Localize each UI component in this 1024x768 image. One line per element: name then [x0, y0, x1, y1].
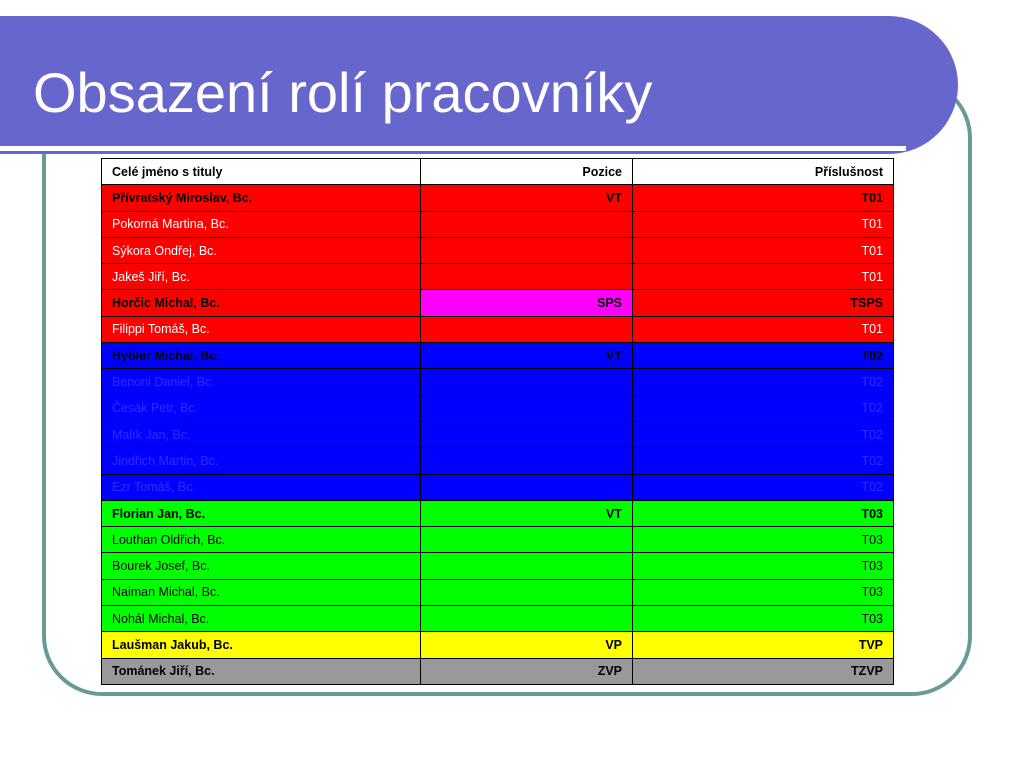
table-row [102, 316, 894, 342]
cell-position [421, 579, 633, 605]
table-row [102, 474, 894, 500]
cell-position: VT [421, 343, 633, 369]
table-row [102, 290, 894, 316]
roles-table [101, 158, 894, 685]
header-position: Pozice [421, 159, 633, 185]
cell-name: Florian Jan, Bc. [102, 500, 421, 526]
cell-position [421, 395, 633, 421]
title-underline [0, 146, 906, 151]
cell-team: T01 [633, 211, 894, 237]
cell-team: TSPS [633, 290, 894, 316]
table-row [102, 264, 894, 290]
cell-position [421, 316, 633, 342]
table-row [102, 185, 894, 211]
cell-team: T01 [633, 264, 894, 290]
cell-team: T02 [633, 474, 894, 500]
cell-position: SPS [421, 290, 633, 316]
cell-name: Benoni Daniel, Bc. [102, 369, 421, 395]
cell-team: T02 [633, 448, 894, 474]
cell-position [421, 553, 633, 579]
cell-name: Tománek Jiří, Bc. [102, 658, 421, 684]
cell-position: VT [421, 500, 633, 526]
cell-name: Louthan Oldřich, Bc. [102, 527, 421, 553]
table-row [102, 632, 894, 658]
table-row [102, 658, 894, 684]
cell-position [421, 264, 633, 290]
cell-team: T03 [633, 606, 894, 632]
table-row [102, 579, 894, 605]
table-row [102, 606, 894, 632]
cell-team: T03 [633, 553, 894, 579]
table-row [102, 343, 894, 369]
cell-position: ZVP [421, 658, 633, 684]
cell-name: Laušman Jakub, Bc. [102, 632, 421, 658]
table-row [102, 553, 894, 579]
cell-name: Naiman Michal, Bc. [102, 579, 421, 605]
cell-name: Malík Jan, Bc. [102, 421, 421, 447]
cell-team: T02 [633, 369, 894, 395]
table-row [102, 527, 894, 553]
cell-position: VT [421, 185, 633, 211]
title-bar [0, 16, 958, 154]
cell-position [421, 606, 633, 632]
cell-team: T01 [633, 185, 894, 211]
slide-title: Obsazení rolí pracovníky [33, 61, 653, 124]
cell-name: Jindřich Martin, Bc. [102, 448, 421, 474]
cell-name: Bourek Josef, Bc. [102, 553, 421, 579]
table-row [102, 369, 894, 395]
cell-position [421, 237, 633, 263]
header-full-name: Celé jméno s tituly [102, 159, 421, 185]
cell-team: T02 [633, 343, 894, 369]
cell-name: Jakeš Jiří, Bc. [102, 264, 421, 290]
cell-position [421, 369, 633, 395]
cell-position [421, 211, 633, 237]
cell-position [421, 448, 633, 474]
table-row [102, 421, 894, 447]
cell-team: T03 [633, 579, 894, 605]
cell-team: T01 [633, 316, 894, 342]
cell-position [421, 474, 633, 500]
cell-name: Horčic Michal, Bc. [102, 290, 421, 316]
cell-position [421, 421, 633, 447]
table-row [102, 237, 894, 263]
cell-team: T03 [633, 527, 894, 553]
table-row [102, 211, 894, 237]
table-row [102, 500, 894, 526]
table-row [102, 448, 894, 474]
cell-name: Nohál Michal, Bc. [102, 606, 421, 632]
cell-position [421, 527, 633, 553]
cell-name: Ezr Tomáš, Bc. [102, 474, 421, 500]
cell-name: Přívratský Miroslav, Bc. [102, 185, 421, 211]
header-affiliation: Příslušnost [633, 159, 894, 185]
cell-name: Pokorná Martina, Bc. [102, 211, 421, 237]
cell-position: VP [421, 632, 633, 658]
cell-team: T02 [633, 395, 894, 421]
table-header-row [102, 159, 894, 185]
cell-team: T01 [633, 237, 894, 263]
cell-team: T02 [633, 421, 894, 447]
cell-team: TVP [633, 632, 894, 658]
cell-team: TZVP [633, 658, 894, 684]
table-row [102, 395, 894, 421]
cell-name: Hybler Michal, Bc. [102, 343, 421, 369]
cell-name: Sýkora Ondřej, Bc. [102, 237, 421, 263]
cell-team: T03 [633, 500, 894, 526]
cell-name: Filippi Tomáš, Bc. [102, 316, 421, 342]
cell-name: Česák Petr, Bc. [102, 395, 421, 421]
